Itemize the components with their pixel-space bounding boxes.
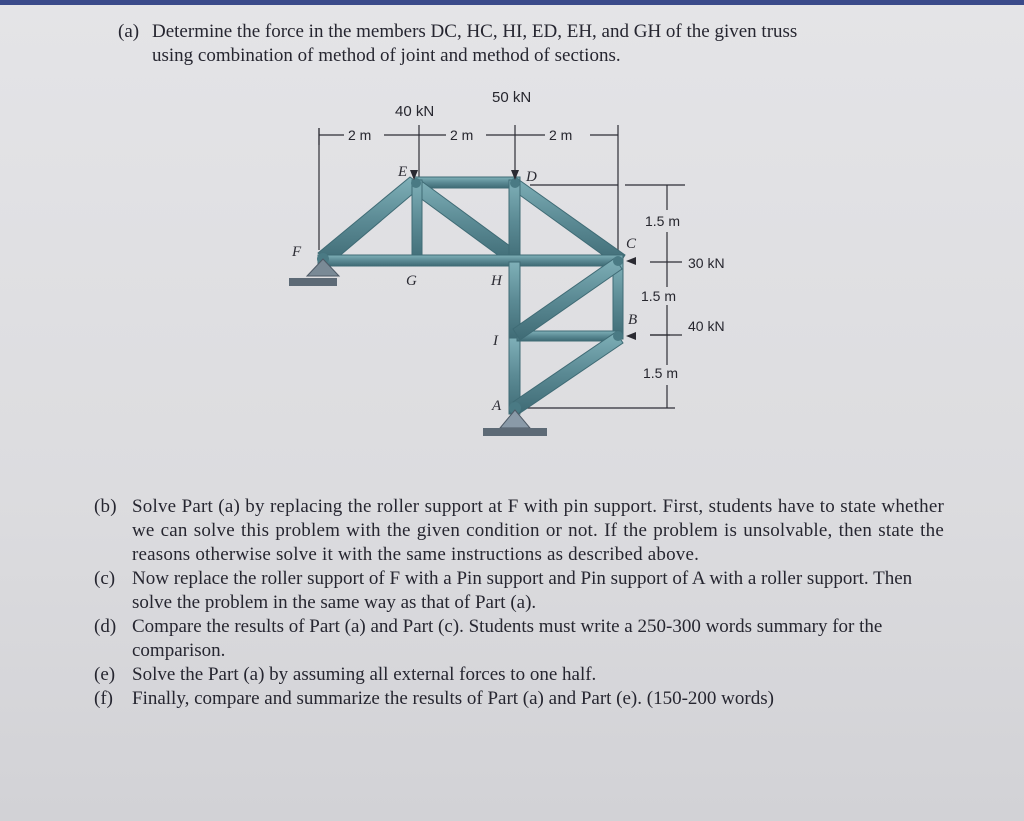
load-e-label: 40 kN: [395, 103, 435, 120]
truss-members: [318, 177, 625, 414]
member-dc: [510, 177, 625, 266]
part-b-text: Solve Part (a) by replacing the roller support at F with pin support. First, students have to state whether we can solve this problem with the given condition or not. If the problem is unsolvable, then state the reasons otherwise solve it with the same instructions as described above.: [132, 496, 944, 565]
part-f-text: Finally, compare and summarize the results of Part (a) and Part (e). (150-200 words): [132, 688, 774, 709]
load-d-label: 50 kN: [492, 89, 532, 106]
part-f-label: (f): [94, 688, 113, 709]
part-f: [94, 687, 944, 711]
node-h-label: H: [491, 273, 502, 289]
part-d: [94, 615, 944, 663]
question-a-line2: using combination of method of joint and method of sections.: [152, 45, 621, 66]
member-fgh-c: [318, 255, 623, 266]
dim-2-label: 2 m: [450, 127, 474, 143]
part-c-label: (c): [94, 568, 116, 589]
question-a-line1: Determine the force in the members DC, HC, HI, ED, EH, and GH of the given truss: [152, 21, 798, 42]
part-e-label: (e): [94, 664, 116, 685]
load-c-label: 30 kN: [688, 255, 725, 271]
member-eg: [412, 180, 422, 264]
part-b: [94, 495, 944, 567]
arrow-c-left-icon: [626, 257, 636, 265]
part-d-label: (d): [94, 616, 117, 637]
node-a-label: A: [492, 398, 502, 414]
member-dh: [509, 180, 520, 264]
member-ba: [513, 332, 623, 413]
node-c-label: C: [626, 236, 637, 252]
dim-3-label: 2 m: [549, 127, 573, 143]
node-e-label: E: [398, 164, 408, 180]
part-c: [94, 567, 944, 615]
member-ed: [414, 177, 520, 188]
dim-1-label: 2 m: [348, 127, 372, 143]
parts-list: [94, 495, 944, 711]
part-c-text: Now replace the roller support of F with a Pin support and Pin support of A with a roller support. Then solve the problem in the same way as that of Part (a).: [132, 568, 913, 613]
vdim-2-label: 1.5 m: [641, 288, 677, 304]
question-a-label: (a): [118, 21, 140, 42]
part-e-text: Solve the Part (a) by assuming all external forces to one half.: [132, 664, 597, 685]
node-b-label: B: [628, 312, 638, 328]
vdim-3-label: 1.5 m: [643, 365, 679, 381]
node-f-label: F: [292, 244, 302, 260]
part-b-label: (b): [94, 496, 117, 517]
node-d-label: D: [526, 169, 537, 185]
arrow-b-left-icon: [626, 332, 636, 340]
member-eh: [412, 180, 518, 264]
load-b-label: 40 kN: [688, 318, 725, 334]
vdim-1-label: 1.5 m: [645, 213, 681, 229]
part-d-text: Compare the results of Part (a) and Part (c). Students must write a 250-300 words summary for the comparison.: [132, 616, 883, 661]
member-fe: [318, 177, 422, 264]
node-i-label: I: [493, 333, 498, 349]
member-ci: [513, 258, 622, 340]
part-e: [94, 663, 944, 687]
node-g-label: G: [406, 273, 417, 289]
